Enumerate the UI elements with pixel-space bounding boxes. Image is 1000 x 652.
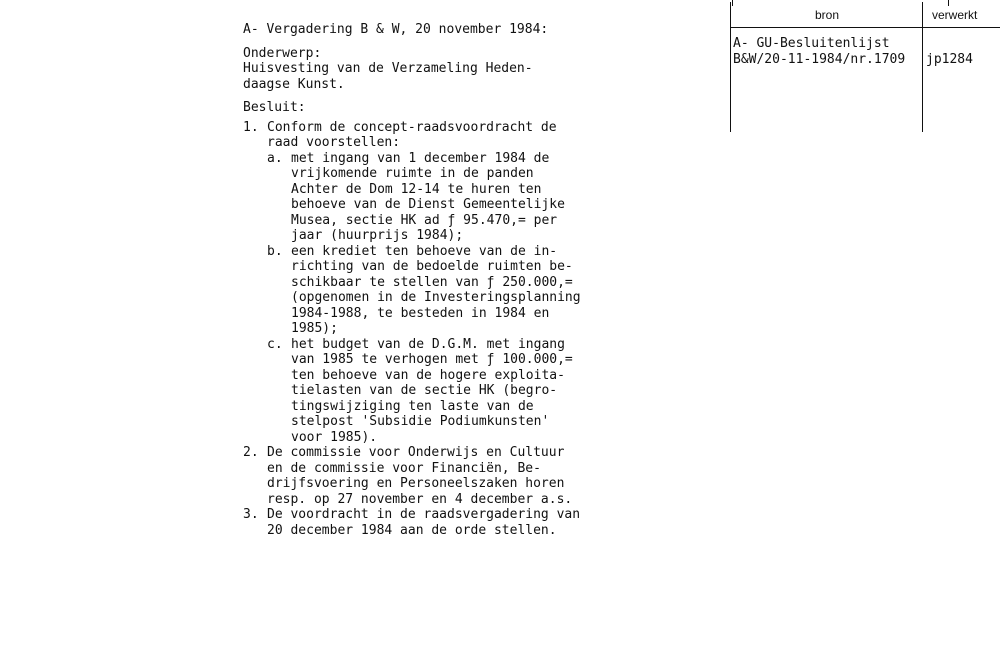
item-number: 1. [243,119,259,135]
header-divider [730,27,1000,28]
subitem-letter: a. [267,150,283,166]
item-line: en de commissie voor Financiën, Be- [267,460,541,476]
item-line: De voordracht in de raadsvergadering van [267,507,581,522]
subitem-c [267,337,663,446]
table-left-border [730,2,731,132]
subitem-line: een krediet ten behoeve van de in- [291,243,558,259]
header-bron: bron [815,8,840,22]
table-tick-mark [948,0,949,6]
source-reference [733,36,905,68]
subitem-line: tingswijziging ten laste van de [291,398,534,414]
decision-item-2 [243,445,663,507]
subitem-line: behoeve van de Dienst Gemeentelijke [291,197,565,212]
subitem-line: stelpost 'Subsidie Podiumkunsten' [291,414,550,429]
subitem-a [267,151,663,244]
subitem-line: schikbaar te stellen van ƒ 250.000,= [291,274,573,290]
verwerkt-value: jp1284 [926,52,973,67]
item-line: resp. op 27 november en 4 december a.s. [267,491,573,507]
decision-item-1 [243,120,663,446]
item-number: 3. [243,507,259,522]
subitem-line: Achter de Dom 12-14 te huren ten [291,181,542,197]
subitem-line: vrijkomende ruimte in de panden [291,166,534,181]
subitem-line: Musea, sectie HK ad ƒ 95.470,= per [291,212,558,228]
subject-label: Onderwerp: [243,45,322,61]
subitem-letter: b. [267,243,283,259]
subitem-line: met ingang van 1 december 1984 de [291,150,550,166]
header-verwerkt: verwerkt [932,8,978,22]
decision-document [243,22,663,538]
meeting-heading: A- Vergadering B & W, 20 november 1984: [243,22,549,37]
item-line: De commissie voor Onderwijs en Cultuur [267,445,565,460]
source-line: A- GU-Besluitenlijst [733,36,890,51]
subitem-line: jaar (huurprijs 1984); [291,228,464,243]
subitem-line: ten behoeve van de hogere exploita- [291,367,565,383]
subitem-line: van 1985 te verhogen met ƒ 100.000,= [291,352,573,367]
table-tick-mark [732,0,733,6]
subitem-line: het budget van de D.G.M. met ingang [291,336,565,352]
source-line: B&W/20-11-1984/nr.1709 [733,52,906,67]
item-line: drijfsvoering en Personeelszaken horen [267,476,565,491]
decision-item-3 [243,507,663,538]
item-line: raad voorstellen: [267,135,401,150]
decision-label: Besluit: [243,100,306,115]
subject-line: daagse Kunst. [243,76,345,92]
source-table [730,0,1000,132]
subject-line: Huisvesting van de Verzameling Heden- [243,61,533,76]
subitem-line: (opgenomen in de Investeringsplanning [291,290,581,305]
item-number: 2. [243,445,259,460]
subitem-line: voor 1985). [291,429,378,445]
subitem-b [267,244,663,337]
item-line: Conform de concept-raadsvoordracht de [267,119,557,135]
subitem-line: tielasten van de sectie HK (begro- [291,383,558,398]
subitem-line: richting van de bedoelde ruimten be- [291,259,573,274]
subitem-line: 1984-1988, te besteden in 1984 en [291,305,550,321]
subitem-line: 1985); [291,321,338,336]
column-divider [922,2,923,132]
subitem-letter: c. [267,336,283,352]
item-line: 20 december 1984 aan de orde stellen. [267,522,557,538]
